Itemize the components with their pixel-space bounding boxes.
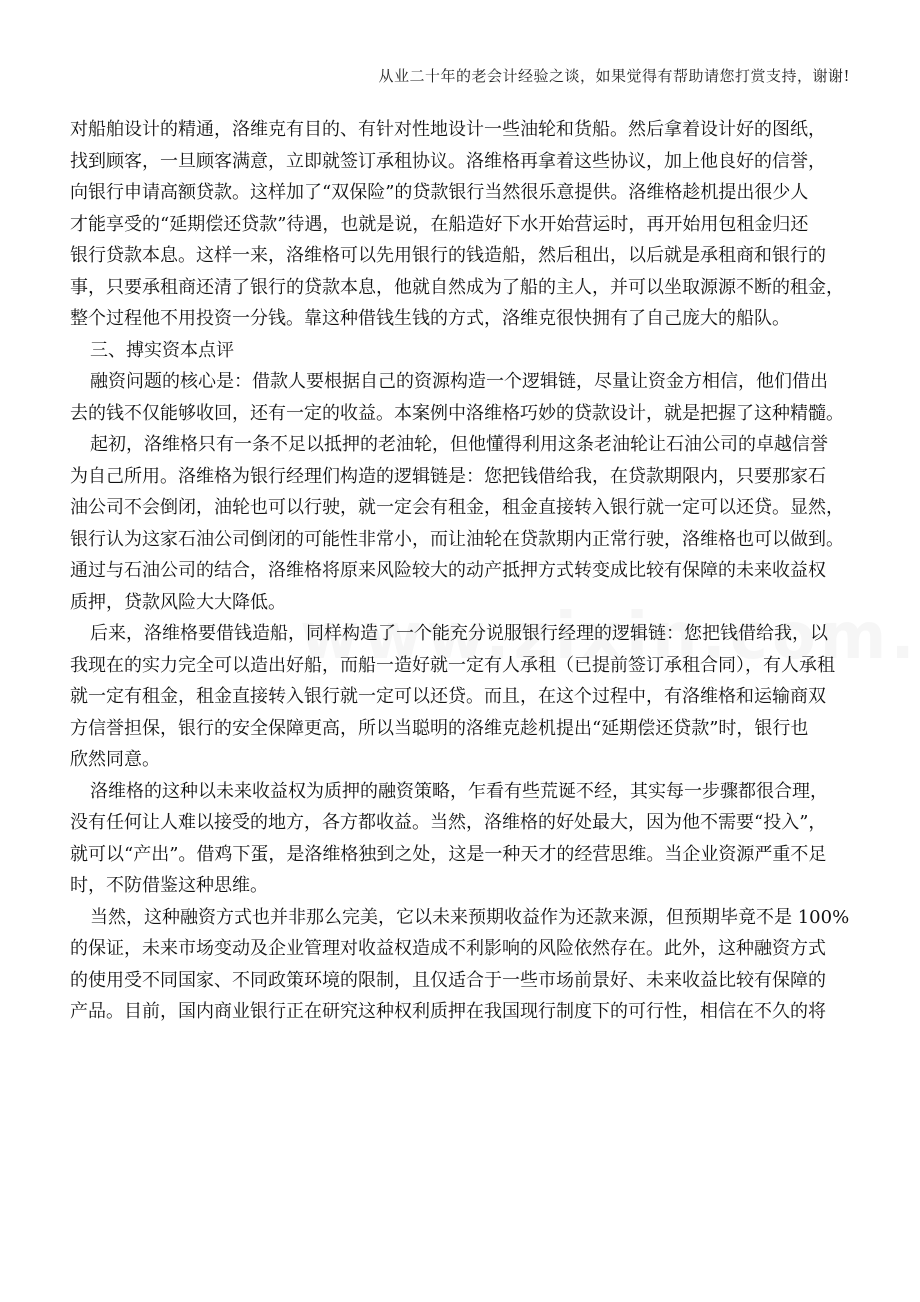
text-line: 当然，这种融资方式也并非那么完美，它以未来预期收益作为还款来源，但预期毕竟不是 100% [90, 906, 850, 928]
text-line: 油公司不会倒闭，油轮也可以行驶，就一定会有租金，租金直接转入银行就一定可以还贷。显然， [70, 497, 844, 518]
text-line: 起初，洛维格只有一条不足以抵押的老油轮，但他懂得利用这条老油轮让石油公司的卓越信誉 [90, 434, 828, 455]
text-line: 时，不防借鉴这种思维。 [70, 875, 268, 896]
text-line: 没有任何让人难以接受的地方，各方都收益。当然，洛维格的好处最大，因为他不需要“投入”， [70, 812, 827, 833]
text-line: 就一定有租金，租金直接转入银行就一定可以还贷。而且，在这个过程中，有洛维格和运输商双 [70, 686, 826, 707]
text-line: 找到顾客，一旦顾客满意，立即就签订承租协议。洛维格再拿着这些协议，加上他良好的信誉， [70, 150, 826, 172]
text-line: 的使用受不同国家、不同政策环境的限制，且仅适合于一些市场前景好、未来收益比较有保障的 [70, 969, 826, 991]
paragraph-7 [70, 902, 850, 1028]
text-line: 后来，洛维格要借钱造船，同样构造了一个能充分说服银行经理的逻辑链：您把钱借给我，以 [90, 623, 828, 644]
text-line: 银行认为这家石油公司倒闭的可能性非常小，而让油轮在贷款期内正常行驶，洛维格也可以做到。 [70, 528, 844, 550]
text-line: 对船舶设计的精通，洛维克有目的、有针对性地设计一些油轮和货船。然后拿着设计好的图纸， [70, 119, 826, 140]
text-line: 我现在的实力完全可以造出好船，而船一造好就一定有人承租（已提前签订承租合同），有人承租 [70, 654, 835, 676]
paragraph-1 [70, 114, 850, 335]
text-line: 向银行申请高额贷款。这样加了“双保险”的贷款银行当然很乐意提供。洛维格趁机提出很少人 [70, 182, 809, 203]
paragraph-3 [70, 366, 850, 429]
text-line: 去的钱不仅能够收回，还有一定的收益。本案例中洛维格巧妙的贷款设计，就是把握了这种精髓。 [70, 402, 844, 424]
text-line: 通过与石油公司的结合，洛维格将原来风险较大的动产抵押方式转变成比较有保障的未来收益权 [70, 560, 826, 581]
section-heading [70, 335, 850, 367]
text-line: 欣然同意。 [70, 749, 160, 770]
text-line: 质押，贷款风险大大降低。 [70, 591, 286, 613]
header-note: 从业二十年的老会计经验之谈，如果觉得有帮助请您打赏支持，谢谢! [378, 67, 850, 85]
text-line: 银行贷款本息。这样一来，洛维格可以先用银行的钱造船，然后租出，以后就是承租商和银行的 [70, 245, 826, 266]
text-line: 洛维格的这种以未来收益权为质押的融资策略，乍看有些荒诞不经，其实每一步骤都很合理， [90, 780, 828, 802]
text-line: 才能享受的“延期偿还贷款”待遇，也就是说，在船造好下水开始营运时，再开始用包租金归还 [70, 213, 809, 235]
section-heading-text: 三、搏实资本点评 [90, 339, 234, 361]
text-line: 整个过程他不用投资一分钱。靠这种借钱生钱的方式，洛维克很快拥有了自己庞大的船队。 [70, 308, 790, 329]
document-body [70, 114, 850, 1028]
paragraph-6 [70, 776, 850, 902]
text-line: 产品。目前，国内商业银行正在研究这种权利质押在我国现行制度下的可行性，相信在不久的将 [70, 1001, 826, 1022]
text-line: 的保证，未来市场变动及企业管理对收益权造成不利影响的风险依然存在。此外，这种融资方式 [70, 938, 826, 959]
paragraph-4 [70, 429, 850, 618]
text-line: 融资问题的核心是：借款人要根据自己的资源构造一个逻辑链，尽量让资金方相信，他们借出 [90, 371, 828, 392]
paragraph-5 [70, 618, 850, 776]
text-line: 方信誉担保，银行的安全保障更高，所以当聪明的洛维克趁机提出“延期偿还贷款”时，银行也 [70, 717, 809, 739]
text-line: 事，只要承租商还清了银行的贷款本息，他就自然成为了船的主人，并可以坐取源源不断的租金， [70, 276, 844, 298]
text-line: 为自己所用。洛维格为银行经理们构造的逻辑链是：您把钱借给我，在贷款期限内，只要那家石 [70, 465, 826, 487]
text-line: 就可以“产出”。借鸡下蛋，是洛维格独到之处，这是一种天才的经营思维。当企业资源严重不足 [70, 843, 827, 865]
